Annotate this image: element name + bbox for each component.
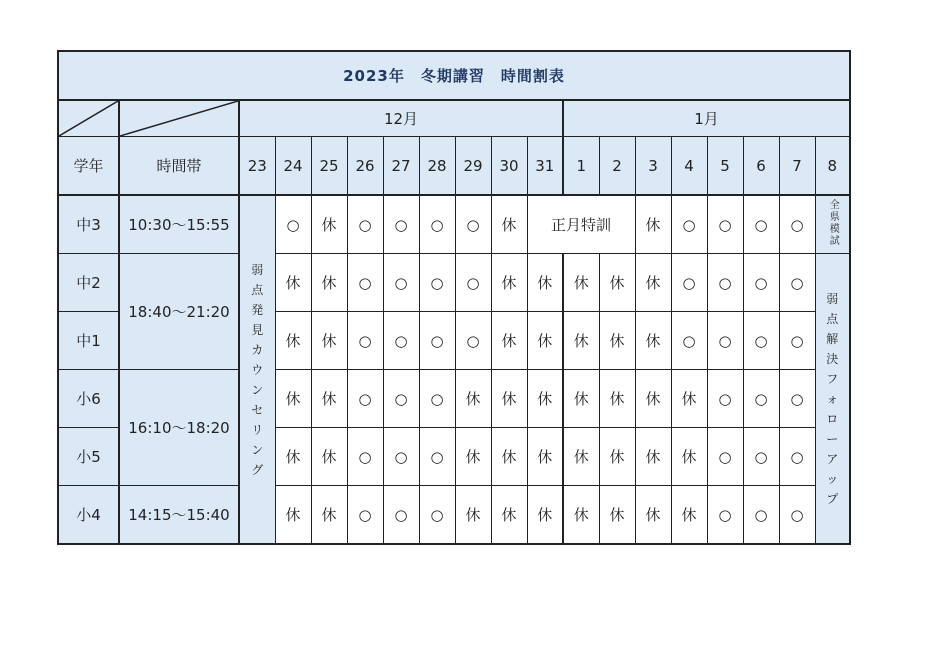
mark-cell: 休 [311, 195, 347, 254]
mark-cell: ○ [671, 312, 707, 370]
mark-cell: 休 [599, 486, 635, 545]
mock-exam-cell [815, 195, 850, 254]
mark-cell: ○ [455, 195, 491, 254]
mark-cell: 休 [635, 428, 671, 486]
mark-cell: ○ [779, 486, 815, 545]
mark-cell: ○ [743, 254, 779, 312]
day-header: 2 [599, 137, 635, 196]
follow-up-label: 弱点解決フォローアップ [826, 291, 839, 506]
mark-cell: ○ [383, 312, 419, 370]
day-header: 23 [239, 137, 275, 196]
mark-cell: 休 [635, 370, 671, 428]
grade-cell: 小4 [58, 486, 119, 545]
mark-cell: ○ [743, 312, 779, 370]
grade-header: 学年 [58, 137, 119, 196]
mark-cell: 休 [599, 428, 635, 486]
mark-cell: ○ [419, 195, 455, 254]
mark-cell: ○ [455, 312, 491, 370]
mark-cell: ○ [707, 370, 743, 428]
mark-cell: 休 [491, 254, 527, 312]
day-header: 27 [383, 137, 419, 196]
mark-cell: ○ [455, 254, 491, 312]
month-header-december: 12月 [239, 100, 563, 137]
month-header-january: 1月 [563, 100, 850, 137]
mark-cell: ○ [743, 486, 779, 545]
mark-cell: 休 [491, 486, 527, 545]
mark-cell: 休 [311, 486, 347, 545]
day-header: 3 [635, 137, 671, 196]
mark-cell: ○ [419, 486, 455, 545]
mark-cell: ○ [347, 486, 383, 545]
day-header: 26 [347, 137, 383, 196]
mark-cell: 休 [599, 254, 635, 312]
mark-cell: ○ [383, 486, 419, 545]
mark-cell: 休 [455, 370, 491, 428]
mark-cell: ○ [383, 428, 419, 486]
day-header: 5 [707, 137, 743, 196]
grade-cell: 中1 [58, 312, 119, 370]
time-cell: 14:15～15:40 [119, 486, 239, 545]
time-cell: 18:40～21:20 [119, 254, 239, 370]
mark-cell: 休 [563, 254, 599, 312]
day-header: 6 [743, 137, 779, 196]
mark-cell: ○ [779, 370, 815, 428]
mark-cell: ○ [419, 312, 455, 370]
schedule-table [57, 50, 851, 545]
mark-cell: ○ [419, 254, 455, 312]
grade-cell: 小5 [58, 428, 119, 486]
mark-cell: ○ [419, 370, 455, 428]
mark-cell: ○ [743, 195, 779, 254]
day-header: 1 [563, 137, 599, 196]
follow-up-cell [815, 254, 850, 545]
day-header: 30 [491, 137, 527, 196]
grade-cell: 小6 [58, 370, 119, 428]
mark-cell: 休 [563, 312, 599, 370]
mark-cell: ○ [671, 195, 707, 254]
mark-cell: ○ [743, 428, 779, 486]
time-header: 時間帯 [119, 137, 239, 196]
mark-cell: ○ [419, 428, 455, 486]
mark-cell: ○ [347, 370, 383, 428]
mock-exam-label: 全県模試 [827, 198, 839, 247]
mark-cell: 休 [491, 195, 527, 254]
mark-cell: ○ [779, 428, 815, 486]
mark-cell: 休 [599, 370, 635, 428]
diagonal-line [120, 101, 238, 136]
time-cell: 16:10～18:20 [119, 370, 239, 486]
mark-cell: 休 [455, 486, 491, 545]
mark-cell: 休 [671, 370, 707, 428]
day-header: 7 [779, 137, 815, 196]
mark-cell: 休 [527, 486, 563, 545]
mark-cell: 休 [527, 312, 563, 370]
mark-cell: ○ [707, 428, 743, 486]
day-header: 28 [419, 137, 455, 196]
mark-cell: 休 [635, 254, 671, 312]
counseling-label: 弱点発見カウンセリング [251, 262, 264, 477]
mark-cell: ○ [383, 254, 419, 312]
mark-cell: ○ [347, 312, 383, 370]
mark-cell: ○ [779, 195, 815, 254]
mark-cell: 休 [275, 312, 311, 370]
mark-cell: ○ [275, 195, 311, 254]
mark-cell: 休 [455, 428, 491, 486]
day-header: 31 [527, 137, 563, 196]
mark-cell: ○ [383, 370, 419, 428]
mark-cell: 休 [635, 195, 671, 254]
mark-cell: 休 [527, 428, 563, 486]
mark-cell: 休 [275, 428, 311, 486]
mark-cell: 休 [635, 486, 671, 545]
mark-cell: 休 [311, 254, 347, 312]
mark-cell: ○ [707, 195, 743, 254]
mark-cell: 休 [563, 428, 599, 486]
time-cell: 10:30～15:55 [119, 195, 239, 254]
mark-cell: 休 [275, 370, 311, 428]
mark-cell: 休 [599, 312, 635, 370]
mark-cell: ○ [779, 312, 815, 370]
counseling-cell [239, 195, 275, 544]
mark-cell: ○ [347, 254, 383, 312]
mark-cell: 休 [311, 428, 347, 486]
mark-cell: 休 [275, 254, 311, 312]
grade-cell: 中3 [58, 195, 119, 254]
diagonal-line [59, 101, 118, 136]
mark-cell: 休 [275, 486, 311, 545]
corner-cell-grade [58, 100, 119, 137]
mark-cell: ○ [671, 254, 707, 312]
mark-cell: 休 [311, 370, 347, 428]
grade-cell: 中2 [58, 254, 119, 312]
mark-cell: 休 [491, 428, 527, 486]
mark-cell: ○ [347, 428, 383, 486]
day-header: 25 [311, 137, 347, 196]
mark-cell: 休 [671, 486, 707, 545]
mark-cell: ○ [743, 370, 779, 428]
mark-cell: 休 [671, 428, 707, 486]
mark-cell: ○ [707, 486, 743, 545]
mark-cell: 休 [563, 370, 599, 428]
new-year-cell: 正月特訓 [527, 195, 635, 254]
mark-cell: ○ [707, 254, 743, 312]
page-title: 2023年 冬期講習 時間割表 [58, 51, 850, 100]
mark-cell: 休 [563, 486, 599, 545]
mark-cell: 休 [527, 254, 563, 312]
mark-cell: 休 [311, 312, 347, 370]
day-header: 24 [275, 137, 311, 196]
mark-cell: ○ [383, 195, 419, 254]
mark-cell: ○ [779, 254, 815, 312]
mark-cell: 休 [491, 312, 527, 370]
corner-cell-time [119, 100, 239, 137]
day-header: 4 [671, 137, 707, 196]
mark-cell: 休 [635, 312, 671, 370]
mark-cell: 休 [491, 370, 527, 428]
mark-cell: 休 [527, 370, 563, 428]
day-header: 8 [815, 137, 850, 196]
mark-cell: ○ [707, 312, 743, 370]
day-header: 29 [455, 137, 491, 196]
mark-cell: ○ [347, 195, 383, 254]
